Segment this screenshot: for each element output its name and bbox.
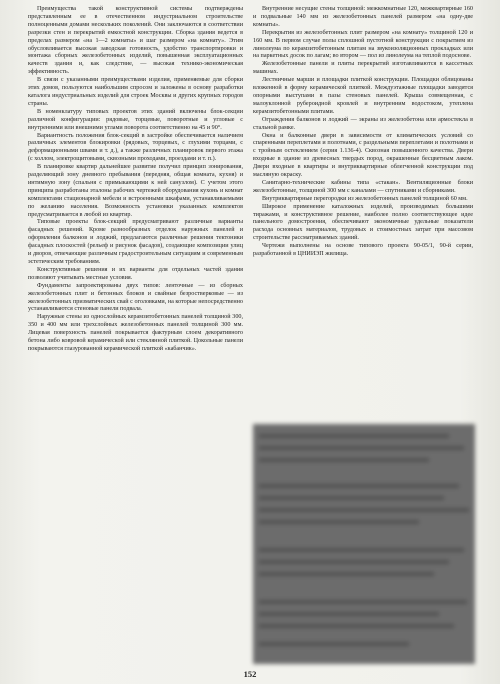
paragraph: Преимущества такой конструктивной системы подтверждены представленным ее в отечественном индустриальном строительстве полноценными домами нескольких поколений. Они заключаются в соответствии разрезки стен и перекрытий емкостной конструкции. Сборка здания ведется в пределах размером «на 1—2 комнаты» и шаг размером «на комнату». Этим обусловливается высокая заводская готовность, удобство транспортировки и монтажа сборных железобетонных изделий, повышенная эксплуатационных качеств здания и, как следствие, — высокая технико-экономическая эффективность. — [28, 6, 243, 76]
left-text-column — [28, 6, 243, 354]
paragraph: Типовые проекты блок-секций предусматривают различные варианты фасадных решений. Кроме разнообразных отделок наружных панелей и оформления балконов и лоджий, предлагаются различные решения тектоники фасадных плоскостей (рельеф и рисунок фасадов), создающие композиции улиц и дворов, отвечающие различным градостроительным ситуациям и современным эстетическим требованиям. — [28, 219, 243, 265]
paragraph: Ограждения балконов и лоджий — экраны из железобетона или армостекла в стальной рамке. — [253, 116, 473, 131]
right-text-column — [253, 6, 473, 259]
paragraph: Конструктивные решения и их варианты для отдельных частей здания позволяют учитывать местные условия. — [28, 266, 243, 281]
page-number: 152 — [243, 669, 257, 679]
paragraph: В связи с указанными преимуществами изделия, применяемые для сборки этих домов, пользуются наибольшим спросом и заложены в основу разработки каталога индустриальных изделий для строек Москвы и других крупных городов страны. — [28, 77, 243, 107]
blurred-illustration — [253, 424, 475, 664]
paragraph: Лестничные марши и площадки плиткой конструкции. Площадки облицованы вложенной в форму керамической плиткой. Междуэтажные площадки заводятся опорными выступами в пазы стеновых панелей. Крыша совмещенная, с малоуклонной рубероидной кровлей и внутренним водостоком, утеплена керамзитобетонными плитами. — [253, 77, 473, 115]
paragraph: Железобетонные панели и плиты перекрытий изготавливаются в кассетных машинах. — [253, 61, 473, 76]
paragraph: Санитарно-технические кабины типа «стакан». Вентиляционные блоки железобетонные, толщиной 300 мм с каналами — спутниками и сборниками. — [253, 179, 473, 194]
paragraph: Внутренние несущие стены толщиной: межкомнатные 120, межквартирные 160 и подвальные 140 мм из железобетонных панелей размером «на одну-две комнаты». — [253, 6, 473, 28]
paragraph: В номенклатуру типовых проектов этих зданий включены блок-секции различной конфигурации: рядовые, торцевые, поворотные и угловые с внутренними или внешними углами поворота соответственно на 45 и 90°. — [28, 108, 243, 131]
paragraph: Наружные стены из однослойных керамзитобетонных панелей толщиной 300, 350 и 400 мм или трехслойных железобетонных панелей толщиной 300 мм. Лицевая поверхность панелей покрывается фактурным слоем декоративного бетона либо ковровой керамической или стеклянной плиткой. Цокольные панели покрываются глазурованной керамической плиткой «кабанчик». — [28, 314, 243, 352]
paragraph: Внутриквартирные перегородки из железобетонных панелей толщиной 60 мм. — [262, 195, 468, 202]
paragraph: Фундаменты запроектированы двух типов: ленточные — из сборных железобетонных плит и бетонных блоков и свайные безростверковые — из железобетонных призматических свай с оголовками, на которые непосредственно устанавливаются стеновые панели подвала. — [28, 282, 243, 313]
paragraph: Окна и балконные двери в зависимости от климатических условий со спаренными переплетами и полотнами, с раздельными переплетами и полотнами и с тройным остеклением (серия 1.136-4). Сквозная повышенного качества. Двери входные в здание из древесных твердых пород, окрашенные бесцветным лаком. Двери входные в квартиры и внутриквартирные облегченной конструкции под масляную окраску. — [253, 132, 473, 179]
paragraph: Вариантность положения блок-секций в застройке обеспечивается наличием различных элементов блокировки (рядовых, торцевых, с глухими торцами, с деформационными швами и т. д.), а также различных планировок первого этажа (с холлом, электрощитовыми, сквозными проходами, проездами и т. п.). — [28, 132, 243, 163]
paragraph: Широкое применение каталожных изделий, производимых большими тиражами, и конструктивное решение, наиболее полно соответствующее идее панельного домостроения, обеспечивают экономичные удельные показатели расхода основных материалов, трудовых и стоимостных затрат при массовом строительстве рассматриваемых зданий. — [253, 203, 473, 242]
paragraph: Чертежи выполнены на основе типового проекта 90-05/1, 90-й серии, разработанной в ЦНИИЭП жилища. — [253, 243, 473, 258]
paragraph: В планировке квартир дальнейшее развитие получил принцип зонирования, разделяющий зону дневного пребывания (передняя, общая комната, кухня) и интимную зону (спальня с примыкающими к ней санузлом). С учетом этого принципа разработаны эталоны рабочих чертежей оборудования кухонь и комнат комплектами стационарной мебели и встроенными шкафами, устанавливаемыми по желанию населения. Возможность установки указанных комплектов предусматривается в любой из квартир. — [28, 164, 243, 218]
paragraph: Перекрытия из железобетонных плит размером «на комнату» толщиной 120 и 160 мм. В первом случае полы сплошной пустотной конструкции с покрытием из линолеума по керамзитобетонным плитам на звукоизоляционных прокладках или на паркетных досок по лагам; во втором — пол из линолеума на теплой подоснове. — [253, 29, 473, 60]
